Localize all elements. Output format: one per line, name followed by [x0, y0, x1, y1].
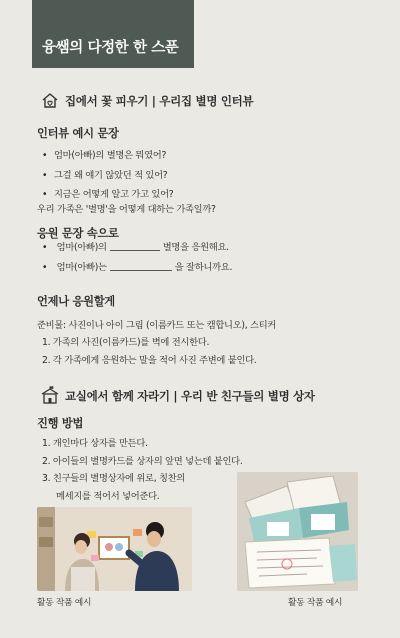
- list-item: 2. 각 가족에게 응원하는 말을 적어 사진 주변에 붙인다.: [42, 354, 257, 366]
- list-item: • 지금은 어떻게 알고 가고 있어?: [42, 185, 173, 205]
- blank-line: [110, 250, 160, 251]
- list-item: • 그걸 왜 얘기 않았던 적 있어?: [42, 166, 173, 186]
- list-item: 1. 가족의 사진(이름카드)를 벽에 전시한다.: [42, 337, 210, 348]
- interview-list: [42, 146, 173, 205]
- anytime-heading: 언제나 응원할게: [37, 295, 115, 308]
- family-activity-photo: [37, 507, 192, 591]
- caption-left: 활동 작품 예시: [37, 598, 92, 608]
- school-icon: [40, 386, 60, 406]
- cheer-before: 엄마(아빠)는: [56, 261, 107, 273]
- header-title: 융쌤의 다정한 한 스푼: [42, 40, 179, 56]
- list-item: 1. 개인마다 상자를 만든다.: [42, 438, 148, 449]
- prep-text: 준비물: 사진이나 아이 그림 (이름카드 또는 캠합니오), 스티커: [37, 320, 277, 331]
- list-item: [42, 238, 232, 258]
- list-item: 2. 아이들의 별명카드를 상자의 앞면 넣는데 붙인다.: [42, 455, 243, 467]
- cheer-after: 을 잘하니까요.: [174, 261, 233, 273]
- section-title-school: [40, 386, 315, 406]
- name-box-photo: [237, 472, 358, 591]
- blank-line: [110, 270, 172, 271]
- interview-closing: 우리 가족은 '별명'을 어떻게 대하는 가족일까?: [37, 204, 216, 215]
- section1-title-text: 집에서 꽃 피우기 | 우리집 별명 인터뷰: [65, 94, 254, 108]
- section-title-home: [40, 91, 253, 111]
- method-steps: [42, 435, 242, 505]
- cheer-after: 별명을 응원해요.: [162, 242, 229, 253]
- list-item: 3. 친구들의 별명상자에 위로, 칭찬의: [42, 473, 186, 484]
- method-heading: 진행 방법: [37, 417, 84, 430]
- cheer-list: [42, 238, 232, 277]
- cheer-before: 엄마(아빠)의: [56, 242, 107, 253]
- section2-title-text: 교실에서 함께 자라기 | 우리 반 친구들의 별명 상자: [65, 389, 315, 403]
- house-icon: [40, 91, 60, 111]
- list-item: 메세지를 적어서 넣어준다.: [56, 490, 160, 502]
- interview-heading: 인터뷰 예시 문장: [37, 127, 119, 140]
- list-item: [42, 258, 232, 278]
- cheer-heading: 응원 문장 속으로: [37, 227, 119, 240]
- caption-right: 활동 작품 예시: [288, 598, 343, 608]
- anytime-steps: [42, 334, 256, 369]
- page-header: [32, 0, 194, 68]
- list-item: • 엄마(아빠)의 별명은 뭐였어?: [42, 146, 173, 166]
